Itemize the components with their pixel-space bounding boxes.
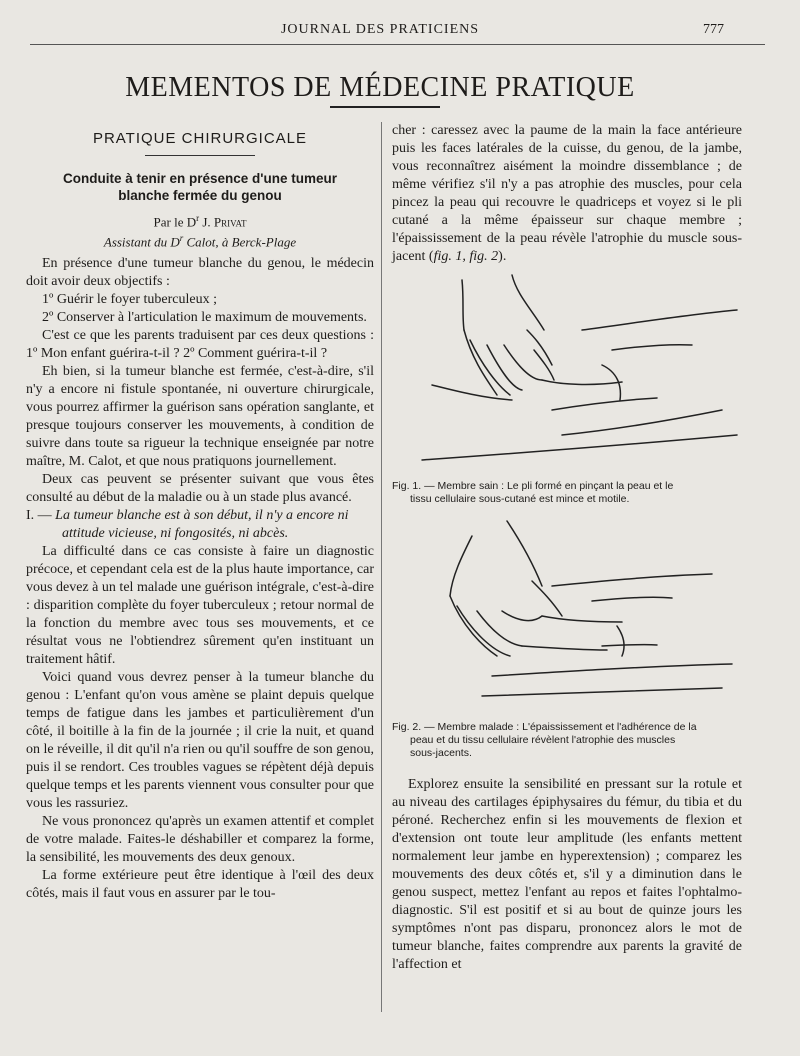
- figure-1-caption-line2: tissu cellulaire sous-cutané est mince et motile.: [410, 493, 630, 505]
- paragraph-6: Voici quand vous devrez penser à la tumeur blanche du genou : L'enfant qu'on vous amène se plaint depuis quelque temps de fatigue dans les jambes et particulièrement d'un côté, il boitille à la fin de la journée ; il crie la nuit, et quand on le réveille, il dit qu'il n'a rien ou qu'il souffre de son genou, puis il se rendort. Ces troubles vagues se répètent déjà depuis quelque temps et les parents viennent vous consulter pour que vous les rassuriez.: [26, 669, 374, 811]
- figure-1-caption-line1: Fig. 1. — Membre sain : Le pli formé en pinçant la peau et le: [392, 480, 674, 492]
- paragraph-right-1-end: ).: [498, 249, 507, 264]
- article-title-line2: blanche fermée du genou: [118, 188, 282, 203]
- figure-1-caption: [392, 480, 742, 506]
- case-1-heading: [26, 507, 374, 543]
- paragraph-2: C'est ce que les parents traduisent par ces deux questions : 1º Mon enfant guérira-t-il ? 2º Comment guérira-t-il ?: [26, 327, 374, 361]
- affiliation-sup: r: [179, 233, 184, 244]
- figure-2-caption-line1: Fig. 2. — Membre malade : L'épaississement et l'adhérence de la: [392, 721, 697, 733]
- running-head: [0, 22, 800, 44]
- figure-2-drawing: [392, 516, 742, 721]
- paragraph-right-2: Explorez ensuite la sensibilité en pressant sur la rotule et au niveau des cartilages épiphysaires du fémur, du tibia et du péroné. Recherchez enfin si les mouvements de flexion et d'extension ont toute leur amplitude (les enfants mettent normalement leur jambe en hyperextension) ; comparez les mouvements des deux côtés et, s'il y a diminution dans le genou suspect, mettez l'enfant au repos et faites l'ophtalmo-diagnostic. S'il est positif et si au bout de quinze jours les symptômes n'ont pas disparu, prononcez alors le mot de tumeur blanche, faites comprendre aux parents la gravité de l'affection et: [392, 777, 742, 972]
- figure-1-drawing: [392, 270, 742, 480]
- paragraph-1: En présence d'une tumeur blanche du genou, le médecin doit avoir deux objectifs :: [26, 255, 374, 289]
- paragraph-right-1: [392, 122, 742, 266]
- right-column: [392, 122, 742, 974]
- figure-2-caption-line2: peau et du tissu cellulaire révèlent l'atrophie des muscles: [410, 734, 676, 746]
- objective-2: 2º Conserver à l'articulation le maximum de mouvements.: [42, 309, 367, 325]
- title-rule: [330, 106, 440, 108]
- column-divider: [381, 122, 382, 1012]
- paragraph-3: Eh bien, si la tumeur blanche est fermée, c'est-à-dire, s'il n'y a encore ni fistule spontanée, ni ouverture chirurgicale, vous pourrez affirmer la guérison sans opération sanglante, et presque toujours conserver les mouvements, à condition de suivre dans toute sa rigueur la technique enseignée par notre maître, M. Calot, et que nous pratiquons journellement.: [26, 363, 374, 469]
- figure-1: [392, 270, 742, 506]
- paragraph-8: La forme extérieure peut être identique à l'œil des deux côtés, mais il faut vous en assurer par le tou-: [26, 867, 374, 901]
- author-name: J. Privat: [199, 214, 247, 230]
- paragraph-right-1-start: cher : caressez avec la paume de la main la face antérieure puis les faces latérales de la cuisse, du genou, de la jambe, vous reconnaîtrez aisément la moindre dissemblance ; de même vérifiez s'il n'y a pas atrophie des muscles, pour cela pincez la peau qui recouvre le quadriceps et voyez si le pli cutané a la même épaisseur sur chaque membre ; l'épaississement de la peau révèle l'atrophie du muscle sous-jacent (: [392, 123, 742, 264]
- objective-1: 1º Guérir le foyer tuberculeux ;: [42, 291, 217, 307]
- figure-reference: fig. 1, fig. 2: [433, 249, 499, 264]
- main-title: MEMENTOS DE MÉDECINE PRATIQUE: [125, 72, 635, 103]
- journal-title: JOURNAL DES PRATICIENS: [280, 22, 480, 37]
- paragraph-4: Deux cas peuvent se présenter suivant que vous êtes consulté au début de la maladie ou à un stade plus avancé.: [26, 471, 374, 505]
- affiliation-rest: Calot, à Berck-Plage: [183, 234, 297, 250]
- case-1-lead: I. —: [26, 507, 56, 523]
- section-heading: PRATIQUE CHIRURGICALE: [92, 130, 308, 147]
- article-title: [26, 170, 374, 204]
- byline: [26, 210, 374, 230]
- article-title-line1: Conduite à tenir en présence d'une tumeur: [62, 171, 337, 186]
- case-1-text: La tumeur blanche est à son début, il n'y a encore ni attitude vicieuse, ni fongosités, ni abcès.: [55, 507, 349, 541]
- left-column: [26, 122, 374, 903]
- header-rule: [30, 44, 765, 45]
- section-rule: [145, 155, 255, 156]
- byline-sup: r: [196, 213, 200, 223]
- byline-prefix: Par le D: [153, 214, 197, 230]
- affiliation: [26, 230, 374, 250]
- figure-2-caption: [392, 721, 742, 760]
- paragraph-5: La difficulté dans ce cas consiste à faire un diagnostic précoce, et cependant cela est de la plus haute importance, car vous devez à un tel malade une guérison intégrale, c'est-à-dire : disparition complète du foyer tuberculeux ; retour normal de la fonction du membre avec tous ses mouvements, et ce résultat vous ne l'obtiendrez sûrement qu'en instituant un traitement hâtif.: [26, 543, 374, 667]
- figure-2-caption-line3: sous-jacents.: [410, 747, 472, 759]
- paragraph-7: Ne vous prononcez qu'après un examen attentif et complet de votre malade. Faites-le déshabiller et comparez la forme, la sensibilité, les mouvements des deux genoux.: [26, 813, 374, 865]
- affiliation-prefix: Assistant du D: [103, 234, 180, 250]
- figure-2: [392, 516, 742, 760]
- page-number: 777: [703, 22, 724, 37]
